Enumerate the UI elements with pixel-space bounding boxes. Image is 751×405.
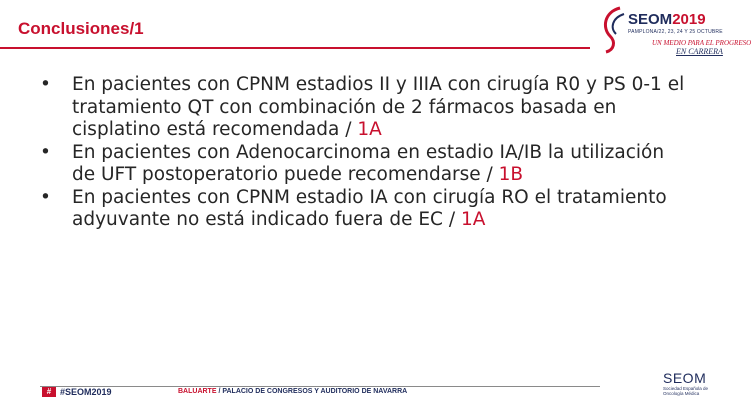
swirl-icon [600, 6, 626, 54]
bullet-icon: • [40, 74, 51, 95]
logo-brand: SEOM [628, 11, 673, 28]
seom-tagline: Sociedad Española de Oncología Médica [663, 386, 709, 396]
list-item [40, 74, 690, 142]
bullet-text: En pacientes con CPNM estadios II y IIIA con cirugía R0 y PS 0-1 el tratamiento QT con combinación de 2 fármacos basada en cisplatino está recomendada / [72, 74, 685, 140]
conclusions-list [40, 74, 690, 232]
logo-dates: PAMPLONA/22, 23, 24 Y 25 OCTUBRE [628, 29, 723, 35]
bullet-icon: • [40, 141, 51, 163]
bullet-text: En pacientes con CPNM estadio IA con cirugía RO el tratamiento adyuvante no está indicado fuera de EC / [72, 186, 667, 230]
seom2019-logo [600, 4, 751, 64]
footer-hashtag [42, 387, 112, 397]
bullet-icon: • [40, 186, 51, 208]
venue-name: BALUARTE [178, 388, 217, 395]
seom-wordmark: SEOM [663, 370, 707, 386]
seom-footer-logo [663, 370, 717, 402]
logo-year: 2019 [672, 11, 706, 28]
hashtag-icon: # [42, 387, 56, 397]
bullet-text: En pacientes con Adenocarcinoma en estadio IA/IB la utilización de UFT postoperatorio puede recomendarse / [72, 141, 665, 185]
evidence-level: 1A [357, 119, 382, 140]
footer-venue [178, 388, 407, 395]
evidence-level: 1B [498, 164, 524, 185]
slide-title: Conclusiones/1 [18, 19, 144, 38]
title-divider [0, 47, 590, 49]
venue-detail: / PALACIO DE CONGRESOS Y AUDITORIO DE NAVARRA [216, 388, 408, 395]
list-item [40, 142, 690, 187]
logo-slogan-line1: UN MEDIO PARA EL PROGRESO [652, 39, 751, 47]
logo-slogan-line2: EN CARRERA [676, 47, 723, 56]
evidence-level: 1A [460, 209, 486, 230]
hashtag-text: #SEOM2019 [60, 387, 112, 397]
list-item [40, 187, 690, 232]
footer-divider [40, 386, 600, 387]
logo-wordmark [628, 11, 706, 28]
